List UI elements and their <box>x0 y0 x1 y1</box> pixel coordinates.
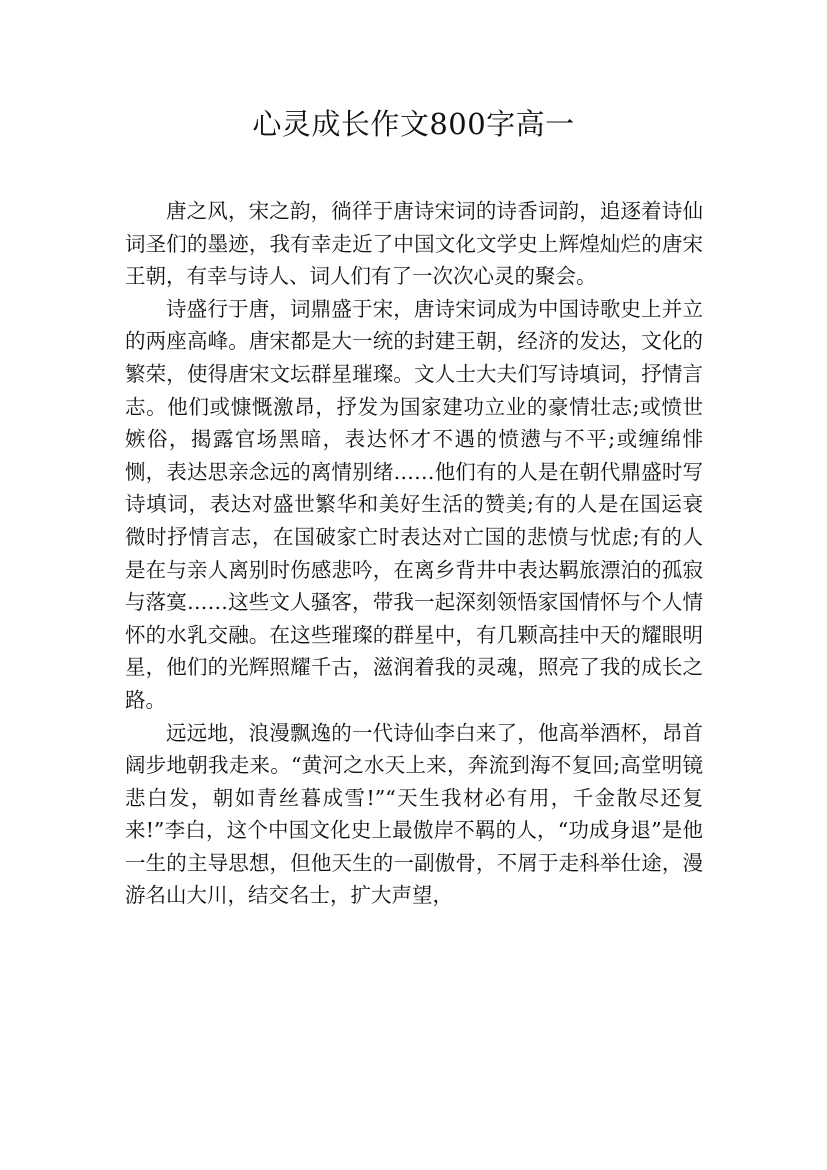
document-title: 心灵成长作文800字高一 <box>252 107 575 141</box>
document-body <box>125 195 703 912</box>
paragraph: 唐之风，宋之韵，徜徉于唐诗宋词的诗香词韵，追逐着诗仙词圣们的墨迹，我有幸走近了中国文化文学史上辉煌灿烂的唐宋王朝，有幸与诗人、词人们有了一次次心灵的聚会。 <box>125 199 703 289</box>
paragraph: 诗盛行于唐，词鼎盛于宋，唐诗宋词成为中国诗歌史上并立的两座高峰。唐宋都是大一统的封建王朝，经济的发达，文化的繁荣，使得唐宋文坛群星璀璨。文人士大夫们写诗填词，抒情言志。他们或慷慨激昂，抒发为国家建功立业的豪情壮志;或愤世嫉俗，揭露官场黑暗，表达怀才不遇的愤懑与不平;或缠绵悱恻，表达思亲念远的离情别绪……他们有的人是在朝代鼎盛时写诗填词，表达对盛世繁华和美好生活的赞美;有的人是在国运衰微时抒情言志，在国破家亡时表达对亡国的悲愤与忧虑;有的人是在与亲人离别时伤感悲吟，在离乡背井中表达羁旅漂泊的孤寂与落寞……这些文人骚客，带我一起深刻领悟家国情怀与个人情怀的水乳交融。在这些璀璨的群星中，有几颗高挂中天的耀眼明星，他们的光辉照耀千古，滋润着我的灵魂，照亮了我的成长之路。 <box>125 296 703 712</box>
paragraph: 远远地，浪漫飘逸的一代诗仙李白来了，他高举酒杯，昂首阔步地朝我走来。“黄河之水天上来，奔流到海不复回;高堂明镜悲白发，朝如青丝暮成雪!”“天生我材必有用，千金散尽还复来!”李白，这个中国文化史上最傲岸不羁的人，“功成身退”是他一生的主导思想，但他天生的一副傲骨，不屑于走科举仕途，漫游名山大川，结交名士，扩大声望， <box>125 720 703 908</box>
